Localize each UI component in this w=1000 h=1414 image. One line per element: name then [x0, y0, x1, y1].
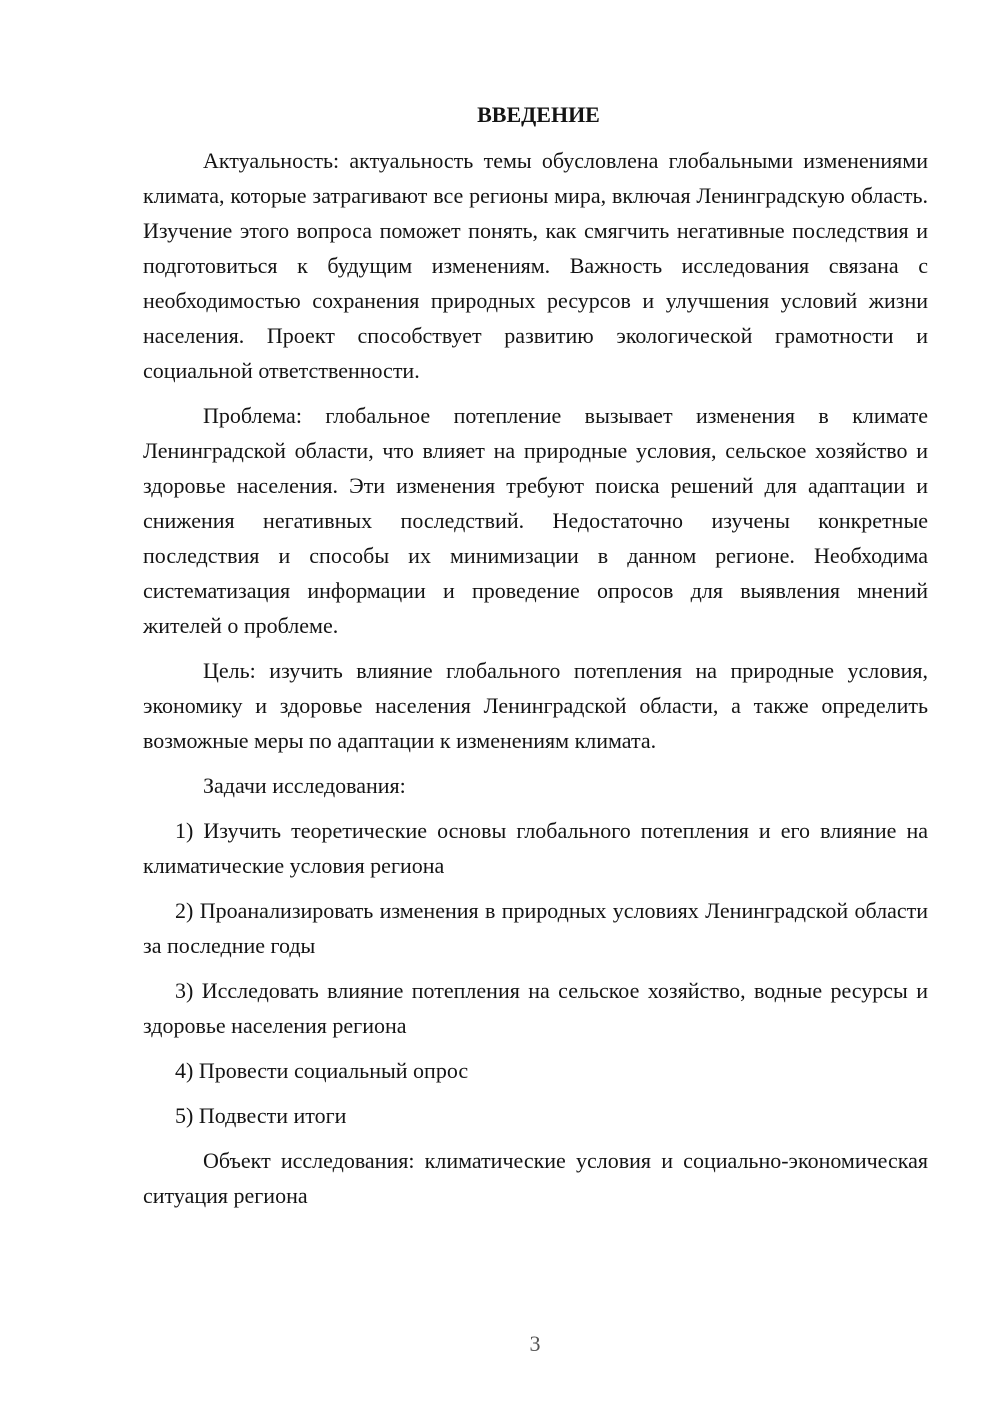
task-item-2: 2) Проанализировать изменения в природных условиях Ленинградской области за последние годы [143, 898, 928, 958]
task-list [143, 813, 928, 1133]
section-heading: ВВЕДЕНИЕ [477, 102, 600, 127]
paragraph-goal: Цель: изучить влияние глобального потепления на природные условия, экономику и здоровье населения Ленинградской области, а также определить возможные меры по адаптации к изменениям климата. [143, 658, 928, 753]
page-content [143, 97, 928, 1213]
paragraph-problem: Проблема: глобальное потепление вызывает изменения в климате Ленинградской области, что влияет на природные условия, сельское хозяйство и здоровье населения. Эти изменения требуют поиска решений для адаптации и снижения негативных последствий. Недостаточно изучены конкретные последствия и способы их минимизации в данном регионе. Необходима систематизация информации и проведение опросов для выявления мнений жителей о проблеме. [143, 403, 928, 638]
page-number: 3 [529, 1331, 541, 1356]
paragraph-tasks-title: Задачи исследования: [203, 773, 406, 798]
task-item-5: 5) Подвести итоги [175, 1103, 347, 1128]
task-item-3: 3) Исследовать влияние потепления на сельское хозяйство, водные ресурсы и здоровье населения региона [143, 978, 928, 1038]
paragraph-object: Объект исследования: климатические условия и социально-экономическая ситуация региона [143, 1148, 928, 1208]
task-item-4: 4) Провести социальный опрос [175, 1058, 469, 1083]
paragraph-relevance: Актуальность: актуальность темы обусловлена глобальными изменениями климата, которые затрагивают все регионы мира, включая Ленинградскую область. Изучение этого вопроса поможет понять, как смягчить негативные последствия и подготовиться к будущим изменениям. Важность исследования связана с необходимостью сохранения природных ресурсов и улучшения условий жизни населения. Проект способствует развитию экологической грамотности и социальной ответственности. [143, 148, 928, 383]
task-item-1: 1) Изучить теоретические основы глобального потепления и его влияние на климатические условия региона [143, 818, 928, 878]
